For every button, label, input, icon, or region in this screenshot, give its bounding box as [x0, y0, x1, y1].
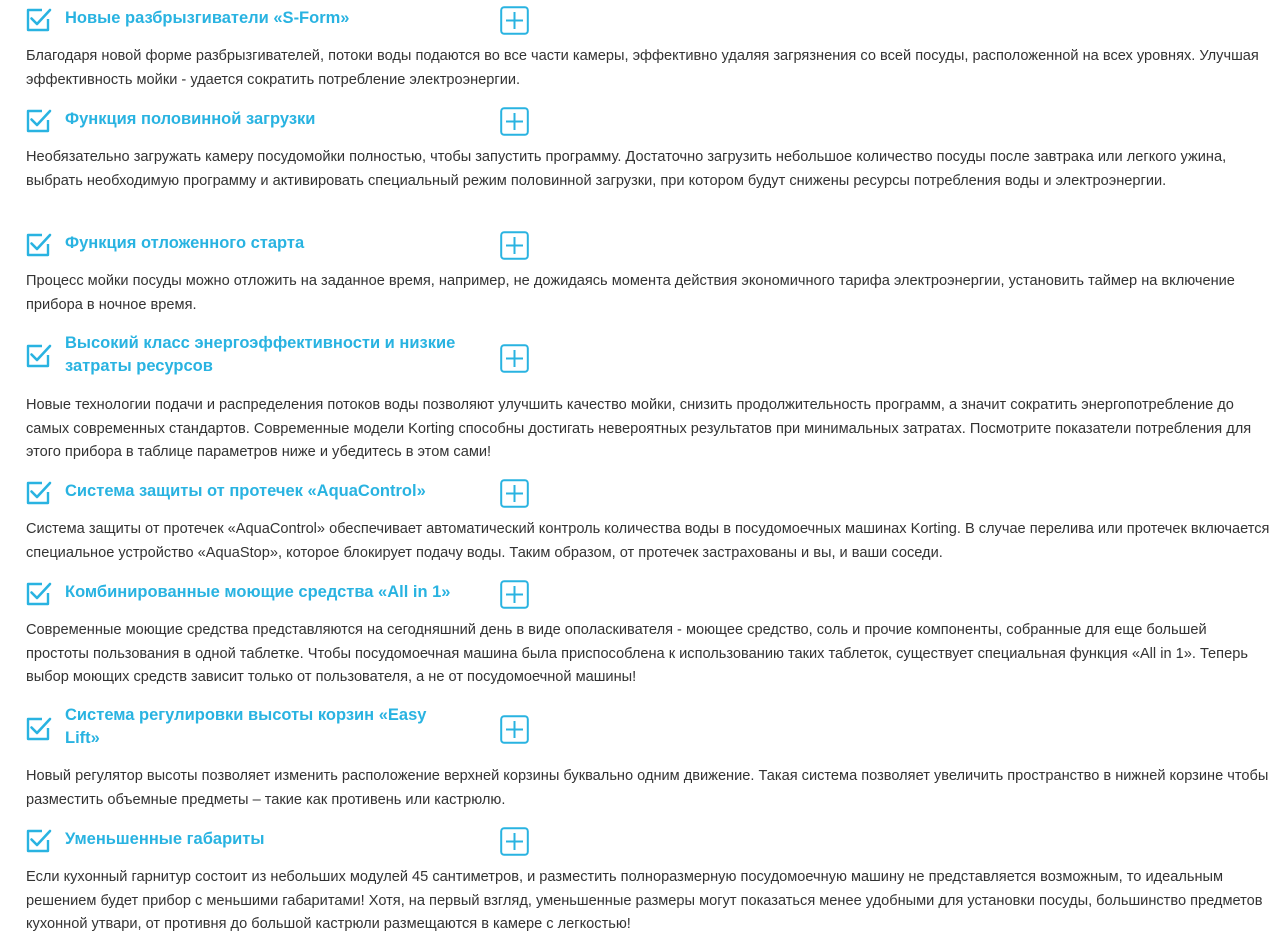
plus-box-icon[interactable] [500, 580, 529, 609]
feature-title: Функция половинной загрузки [65, 110, 316, 128]
feature-description: Новые технологии подачи и распределения потоков воды позволяют улучшить качество мойки, снизить продолжительность программ, а значит сократить энергопотребление до самых современных стандартов. Современные модели Korting способны достигать невероятных результатов при минимальных затратах. Посмотрите показатели потребления для этого прибора в таблице параметров ниже и убедитесь в этом сами! [26, 397, 1252, 460]
checkbox-checked-icon [24, 107, 52, 135]
feature-title: Функция отложенного старта [65, 234, 305, 252]
feature-title: Высокий класс энергоэффективности и низкие затраты ресурсов [65, 334, 456, 375]
checkbox-checked-icon [24, 6, 52, 34]
checkbox-checked-icon [24, 342, 52, 370]
feature-title: Система защиты от протечек «AquaControl» [65, 482, 426, 500]
plus-box-icon[interactable] [500, 107, 529, 136]
plus-box-icon[interactable] [500, 715, 529, 744]
feature-description: Процесс мойки посуды можно отложить на заданное время, например, не дожидаясь момента действия экономичного тарифа электроэнергии, установить таймер на включение прибора в ночное время. [26, 273, 1235, 313]
feature-description: Благодаря новой форме разбрызгивателей, потоки воды подаются во все части камеры, эффективно удаляя загрязнения со всей посуды, расположенной на всех уровнях. Улучшая эффективность мойки - удается сократить потребление электроэнергии. [26, 48, 1259, 88]
feature-description: Если кухонный гарнитур состоит из небольших модулей 45 сантиметров, и разместить полноразмерную посудомоечную машину не представляется возможным, то идеальным решением будет прибор с меньшими габаритами! Хотя, на первый взгляд, уменьшенные размеры могут показаться менее удобными для установки посуды, большинство предметов кухонной утвари, от противня до большой кастрюли размещаются в камере с легкостью! [26, 869, 1263, 932]
feature-description: Система защиты от протечек «AquaControl» обеспечивает автоматический контроль количества воды в посудомоечных машинах Korting. В случае перелива или протечек включается специальное устройство «AquaStop», которое блокирует подачу воды. Таким образом, от протечек застрахованы и вы, и ваши соседи. [26, 521, 1270, 561]
feature-title: Комбинированные моющие средства «All in 1» [65, 583, 451, 601]
feature-title: Уменьшенные габариты [65, 830, 265, 848]
feature-title: Система регулировки высоты корзин «Easy Lift» [65, 706, 427, 747]
checkbox-checked-icon [24, 231, 52, 259]
feature-description: Необязательно загружать камеру посудомойки полностью, чтобы запустить программу. Достаточно загрузить небольшое количество посуды после завтрака или легкого ужина, выбрать необходимую программу и активировать специальный режим половинной загрузки, при котором будут снижены ресурсы потребления воды и электроэнергии. [26, 149, 1227, 189]
feature-description: Современные моющие средства представляются на сегодняшний день в виде ополаскивателя - моющее средство, соль и прочие компоненты, собранные для еще большей простоты пользования в одной таблетке. Чтобы посудомоечная машина была приспособлена к использованию таких таблеток, существует специальная функция «All in 1». Теперь выбор моющих средств зависит только от пользователя, а не от посудомоечной машины! [26, 622, 1248, 685]
checkbox-checked-icon [24, 479, 52, 507]
feature-description: Новый регулятор высоты позволяет изменить расположение верхней корзины буквально одним движение. Такая система позволяет увеличить пространство в нижней корзине чтобы разместить объемные предметы – такие как противень или кастрюлю. [26, 768, 1269, 808]
feature-title: Новые разбрызгиватели «S-Form» [65, 9, 350, 27]
checkbox-checked-icon [24, 580, 52, 608]
plus-box-icon[interactable] [500, 231, 529, 260]
plus-box-icon[interactable] [500, 344, 529, 373]
checkbox-checked-icon [24, 827, 52, 855]
plus-box-icon[interactable] [500, 479, 529, 508]
plus-box-icon[interactable] [500, 827, 529, 856]
plus-box-icon[interactable] [500, 6, 529, 35]
checkbox-checked-icon [24, 715, 52, 743]
